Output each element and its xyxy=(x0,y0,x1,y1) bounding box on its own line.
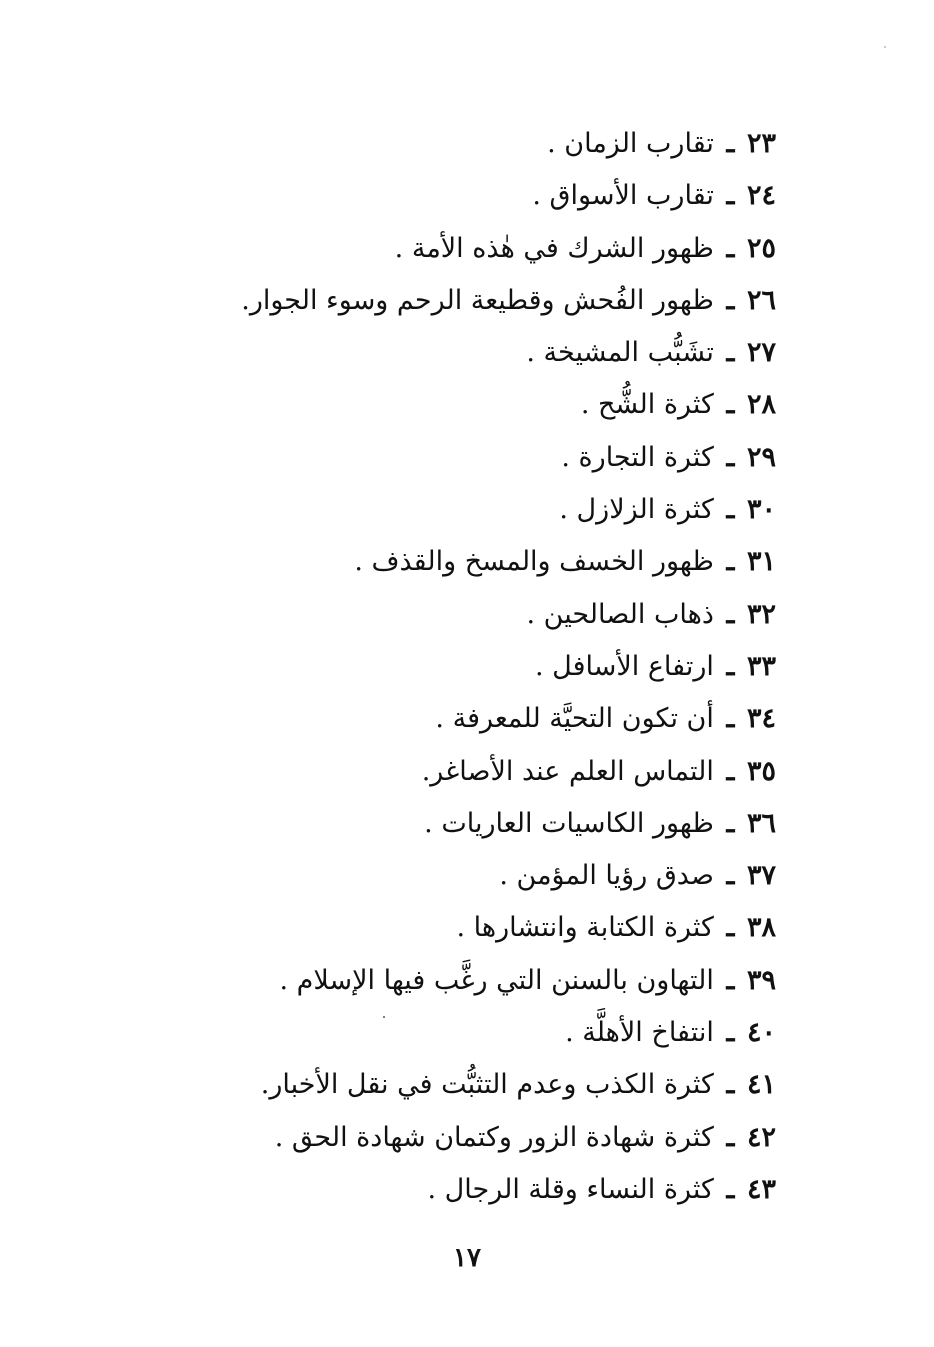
item-text: ظهور الخسف والمسخ والقذف . xyxy=(354,546,714,578)
item-dash: ـ xyxy=(726,755,735,787)
list-item xyxy=(216,798,776,850)
list-item xyxy=(216,536,776,588)
list-item xyxy=(216,1007,776,1059)
item-text: تقارب الزمان . xyxy=(547,128,714,159)
item-text: التماس العلم عند الأصاغر. xyxy=(421,755,714,787)
item-dash: ـ xyxy=(726,494,735,526)
item-number: ٣٥ xyxy=(746,755,776,787)
item-number: ٤٢ xyxy=(746,1121,776,1153)
item-text: التهاون بالسنن التي رغَّب فيها الإسلام . xyxy=(279,964,714,996)
item-dash: ـ xyxy=(726,180,735,212)
item-dash: ـ xyxy=(726,284,735,316)
item-dash: ـ xyxy=(726,912,735,944)
item-number: ٣٦ xyxy=(746,807,776,839)
list-item xyxy=(216,850,776,902)
item-dash: ـ xyxy=(726,807,735,839)
item-number: ٢٩ xyxy=(746,441,776,473)
item-text: ذهاب الصالحين . xyxy=(526,598,714,630)
item-dash: ـ xyxy=(726,703,735,735)
list-item xyxy=(216,589,776,641)
list-item xyxy=(216,641,776,693)
item-number: ٣٠ xyxy=(746,494,776,526)
item-text: كثرة الشُّح . xyxy=(580,389,714,421)
item-dash: ـ xyxy=(726,1069,735,1101)
item-dash: ـ xyxy=(726,546,735,578)
item-dash: ـ xyxy=(726,389,735,421)
list-item xyxy=(216,432,776,484)
item-dash: ـ xyxy=(726,1121,735,1153)
item-text: ارتفاع الأسافل . xyxy=(534,650,714,682)
item-number: ٣٣ xyxy=(746,650,776,682)
list-item xyxy=(216,955,776,1007)
item-dash: ـ xyxy=(726,964,735,996)
item-dash: ـ xyxy=(726,337,735,369)
list-item xyxy=(216,379,776,431)
item-dash: ـ xyxy=(726,598,735,630)
item-text: أن تكون التحيَّة للمعرفة . xyxy=(435,703,714,735)
item-number: ٢٥ xyxy=(746,232,776,264)
item-number: ٢٣ xyxy=(746,128,776,159)
item-text: تشَبُّب المشيخة . xyxy=(526,337,714,369)
list-item xyxy=(216,484,776,536)
item-number: ٣٤ xyxy=(746,703,776,735)
item-text: ظهور الشرك في هٰذه الأمة . xyxy=(394,232,714,264)
item-dash: ـ xyxy=(726,232,735,264)
list-item xyxy=(216,1059,776,1111)
item-dash: ـ xyxy=(726,1173,735,1205)
item-text: انتفاخ الأهلَّة . xyxy=(565,1017,714,1049)
item-text: كثرة الكتابة وانتشارها . xyxy=(456,912,714,944)
item-number: ٣٧ xyxy=(746,860,776,892)
list-item xyxy=(216,170,776,222)
item-dash: ـ xyxy=(726,650,735,682)
item-number: ٢٨ xyxy=(746,389,776,421)
item-dash: ـ xyxy=(726,128,735,159)
item-number: ٢٦ xyxy=(746,284,776,316)
list-item xyxy=(216,118,776,170)
scan-speck xyxy=(884,46,886,48)
item-text: تقارب الأسواق . xyxy=(532,180,714,212)
list-item xyxy=(216,223,776,275)
item-text: صدق رؤيا المؤمن . xyxy=(499,860,714,892)
list-item xyxy=(216,275,776,327)
item-dash: ـ xyxy=(726,1017,735,1049)
item-text: كثرة الزلازل . xyxy=(559,494,714,526)
list-item xyxy=(216,693,776,745)
item-text: ظهور الفُحش وقطيعة الرحم وسوء الجوار. xyxy=(241,284,714,316)
list-item xyxy=(216,1164,776,1216)
item-number: ٣٨ xyxy=(746,912,776,944)
item-number: ٢٤ xyxy=(746,180,776,212)
list-item xyxy=(216,1112,776,1164)
item-number: ٣١ xyxy=(746,546,776,578)
list-item xyxy=(216,746,776,798)
item-dash: ـ xyxy=(726,860,735,892)
item-number: ٢٧ xyxy=(746,337,776,369)
item-number: ٤٠ xyxy=(746,1017,776,1049)
signs-list xyxy=(216,118,776,1216)
item-number: ٣٢ xyxy=(746,598,776,630)
item-number: ٣٩ xyxy=(746,964,776,996)
scan-speck xyxy=(383,1016,385,1018)
item-dash: ـ xyxy=(726,441,735,473)
page-number: ١٧ xyxy=(453,1243,481,1273)
list-item xyxy=(216,327,776,379)
item-text: كثرة النساء وقلة الرجال . xyxy=(427,1173,714,1205)
item-text: كثرة شهادة الزور وكتمان شهادة الحق . xyxy=(274,1121,714,1153)
item-number: ٤١ xyxy=(746,1069,776,1101)
item-text: ظهور الكاسيات العاريات . xyxy=(424,807,714,839)
list-item xyxy=(216,902,776,954)
item-number: ٤٣ xyxy=(746,1173,776,1205)
item-text: كثرة الكذب وعدم التثبُّت في نقل الأخبار. xyxy=(260,1069,714,1101)
item-text: كثرة التجارة . xyxy=(561,441,714,473)
